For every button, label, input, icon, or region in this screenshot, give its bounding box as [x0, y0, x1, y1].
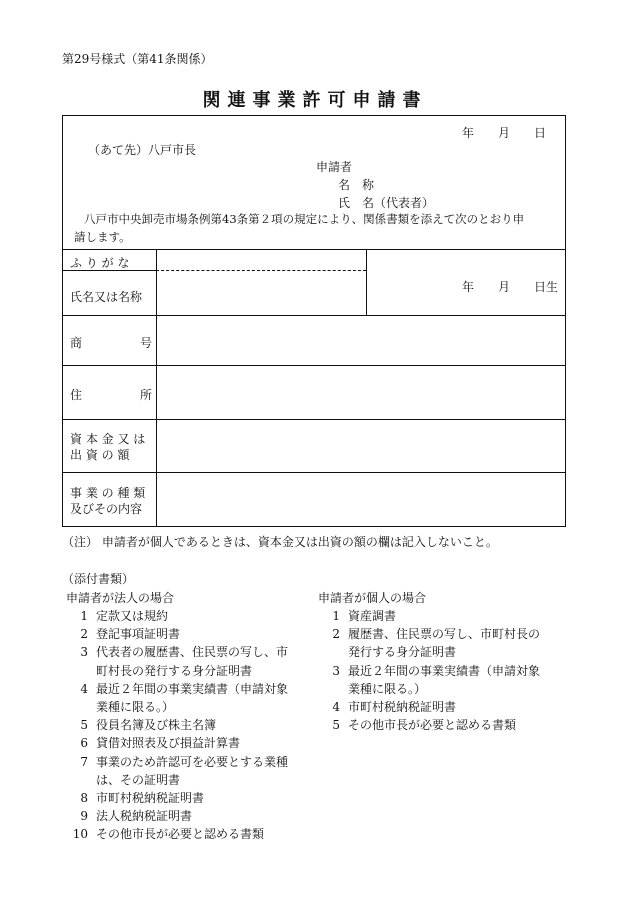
attachment-item [66, 662, 252, 679]
attachment-item [66, 607, 168, 624]
name-input[interactable] [156, 272, 366, 314]
attachment-item-text: 事業のため許認可を必要とする業種 [96, 754, 289, 769]
attachment-item [66, 716, 216, 733]
representative-label: 氏 名（代表者） [338, 196, 435, 210]
attachment-item-text: その他市長が必要と認める書類 [348, 718, 517, 733]
attachment-item [66, 753, 288, 770]
attachment-item-text: 発行する身分証明書 [348, 645, 457, 660]
attachment-item-number: 6 [80, 736, 88, 751]
furigana-input[interactable] [156, 251, 366, 269]
trade-label-a: 商 [70, 336, 83, 350]
note-text: （注） 申請者が個人であるときは、資本金又は出資の額の欄は記入しないこと。 [62, 535, 498, 549]
attachment-item-number: 5 [332, 718, 340, 733]
attachment-item-text: 登記事項証明書 [96, 627, 181, 642]
attachment-item-number: 1 [332, 609, 340, 623]
capital-label-1: 資 本 金 又 は [70, 432, 146, 446]
attachment-item [318, 643, 456, 660]
attachment-item [66, 625, 180, 642]
attachment-item-text: は、その証明書 [96, 772, 181, 787]
attachment-item-number: 10 [72, 827, 88, 842]
corporate-heading: 申請者が法人の場合 [66, 591, 175, 605]
attachment-item-text: 業種に限る。） [96, 700, 175, 714]
individual-heading: 申請者が個人の場合 [318, 591, 427, 605]
statement-line-2: 請します。 [74, 230, 131, 244]
attachment-item-text: 定款又は規約 [96, 609, 169, 623]
attachment-item [318, 662, 540, 679]
addressee: （あて先）八戸市長 [88, 143, 197, 157]
attachment-item [66, 807, 192, 824]
attachment-item [66, 771, 180, 788]
attachment-item-number: 5 [80, 718, 88, 733]
capital-label-2: 出 資 の 額 [70, 448, 130, 462]
name-label: 氏名又は名称 [70, 290, 143, 304]
attachment-item [318, 716, 516, 733]
business-label-1: 事 業 の 種 類 [70, 486, 146, 500]
attachment-item [66, 680, 288, 697]
form-number: 第29号様式（第41条関係） [62, 52, 213, 66]
attachment-item-text: 履歴書、住民票の写し、市町村長の [348, 627, 541, 642]
attachment-item [318, 625, 540, 642]
document-title: 関連事業許可申請書 [202, 90, 428, 111]
attachment-item-number: 9 [80, 809, 88, 824]
attachment-item-text: 役員名簿及び株主名簿 [96, 718, 217, 733]
attachment-item-text: 最近２年間の事業実績書（申請対象 [96, 681, 289, 696]
attachment-item-number: 4 [80, 681, 88, 696]
birth-date-field[interactable]: 年 月 日生 [462, 280, 559, 294]
address-label-b: 所 [140, 388, 153, 402]
attachment-item-number: 4 [332, 700, 340, 714]
applicant-label: 申請者 [316, 160, 353, 174]
attachment-item-text: 貸借対照表及び損益計算書 [96, 736, 241, 751]
attachment-item-text: 業種に限る。） [348, 681, 427, 696]
attachment-item-number: 7 [80, 754, 88, 769]
address-input[interactable] [157, 366, 565, 418]
trade-label-b: 号 [140, 336, 153, 350]
capital-input[interactable] [157, 420, 565, 471]
attachment-item-number: 8 [80, 791, 88, 805]
attachment-item-number: 2 [80, 627, 88, 642]
statement-line-1: 八戸市中央卸売市場条例第43条第２項の規定により、関係書類を添えて次のとおり申 [84, 212, 525, 226]
attachment-item-text: その他市長が必要と認める書類 [96, 827, 265, 842]
attachment-item [318, 607, 396, 624]
business-label-2: 及びその内容 [70, 502, 143, 516]
attachment-item-text: 資産調書 [348, 609, 397, 623]
attachments-heading: （添付書類） [62, 572, 135, 586]
attachment-item-text: 町村長の発行する身分証明書 [96, 663, 253, 678]
attachment-item-text: 最近２年間の事業実績書（申請対象 [348, 663, 541, 678]
attachment-item [318, 698, 456, 715]
attachment-item [66, 698, 174, 715]
trade-name-input[interactable] [157, 316, 565, 364]
attachment-item-text: 法人税納税証明書 [96, 809, 193, 824]
attachment-item-number: 1 [80, 609, 88, 623]
attachment-item-text: 市町村税納税証明書 [348, 700, 457, 714]
business-input[interactable] [157, 473, 565, 526]
attachment-item [66, 734, 240, 751]
attachment-item-number: 3 [332, 663, 340, 678]
attachment-item [318, 680, 426, 697]
attachment-item [66, 643, 288, 660]
applicant-name-label: 名 称 [338, 178, 375, 192]
attachment-item-number: 3 [80, 645, 88, 660]
attachment-item [66, 789, 204, 806]
attachment-item-text: 市町村税納税証明書 [96, 791, 205, 805]
date-field[interactable]: 年 月 日 [462, 126, 547, 140]
furigana-label: ふ り が な [70, 256, 130, 270]
birth-column-line [366, 249, 367, 315]
attachment-item-text: 代表者の履歴書、住民票の写し、市 [96, 645, 289, 660]
attachment-item [66, 825, 264, 842]
furigana-divider [156, 270, 366, 271]
table-top-line [62, 249, 566, 250]
attachment-item-number: 2 [332, 627, 340, 642]
address-label-a: 住 [70, 388, 83, 402]
